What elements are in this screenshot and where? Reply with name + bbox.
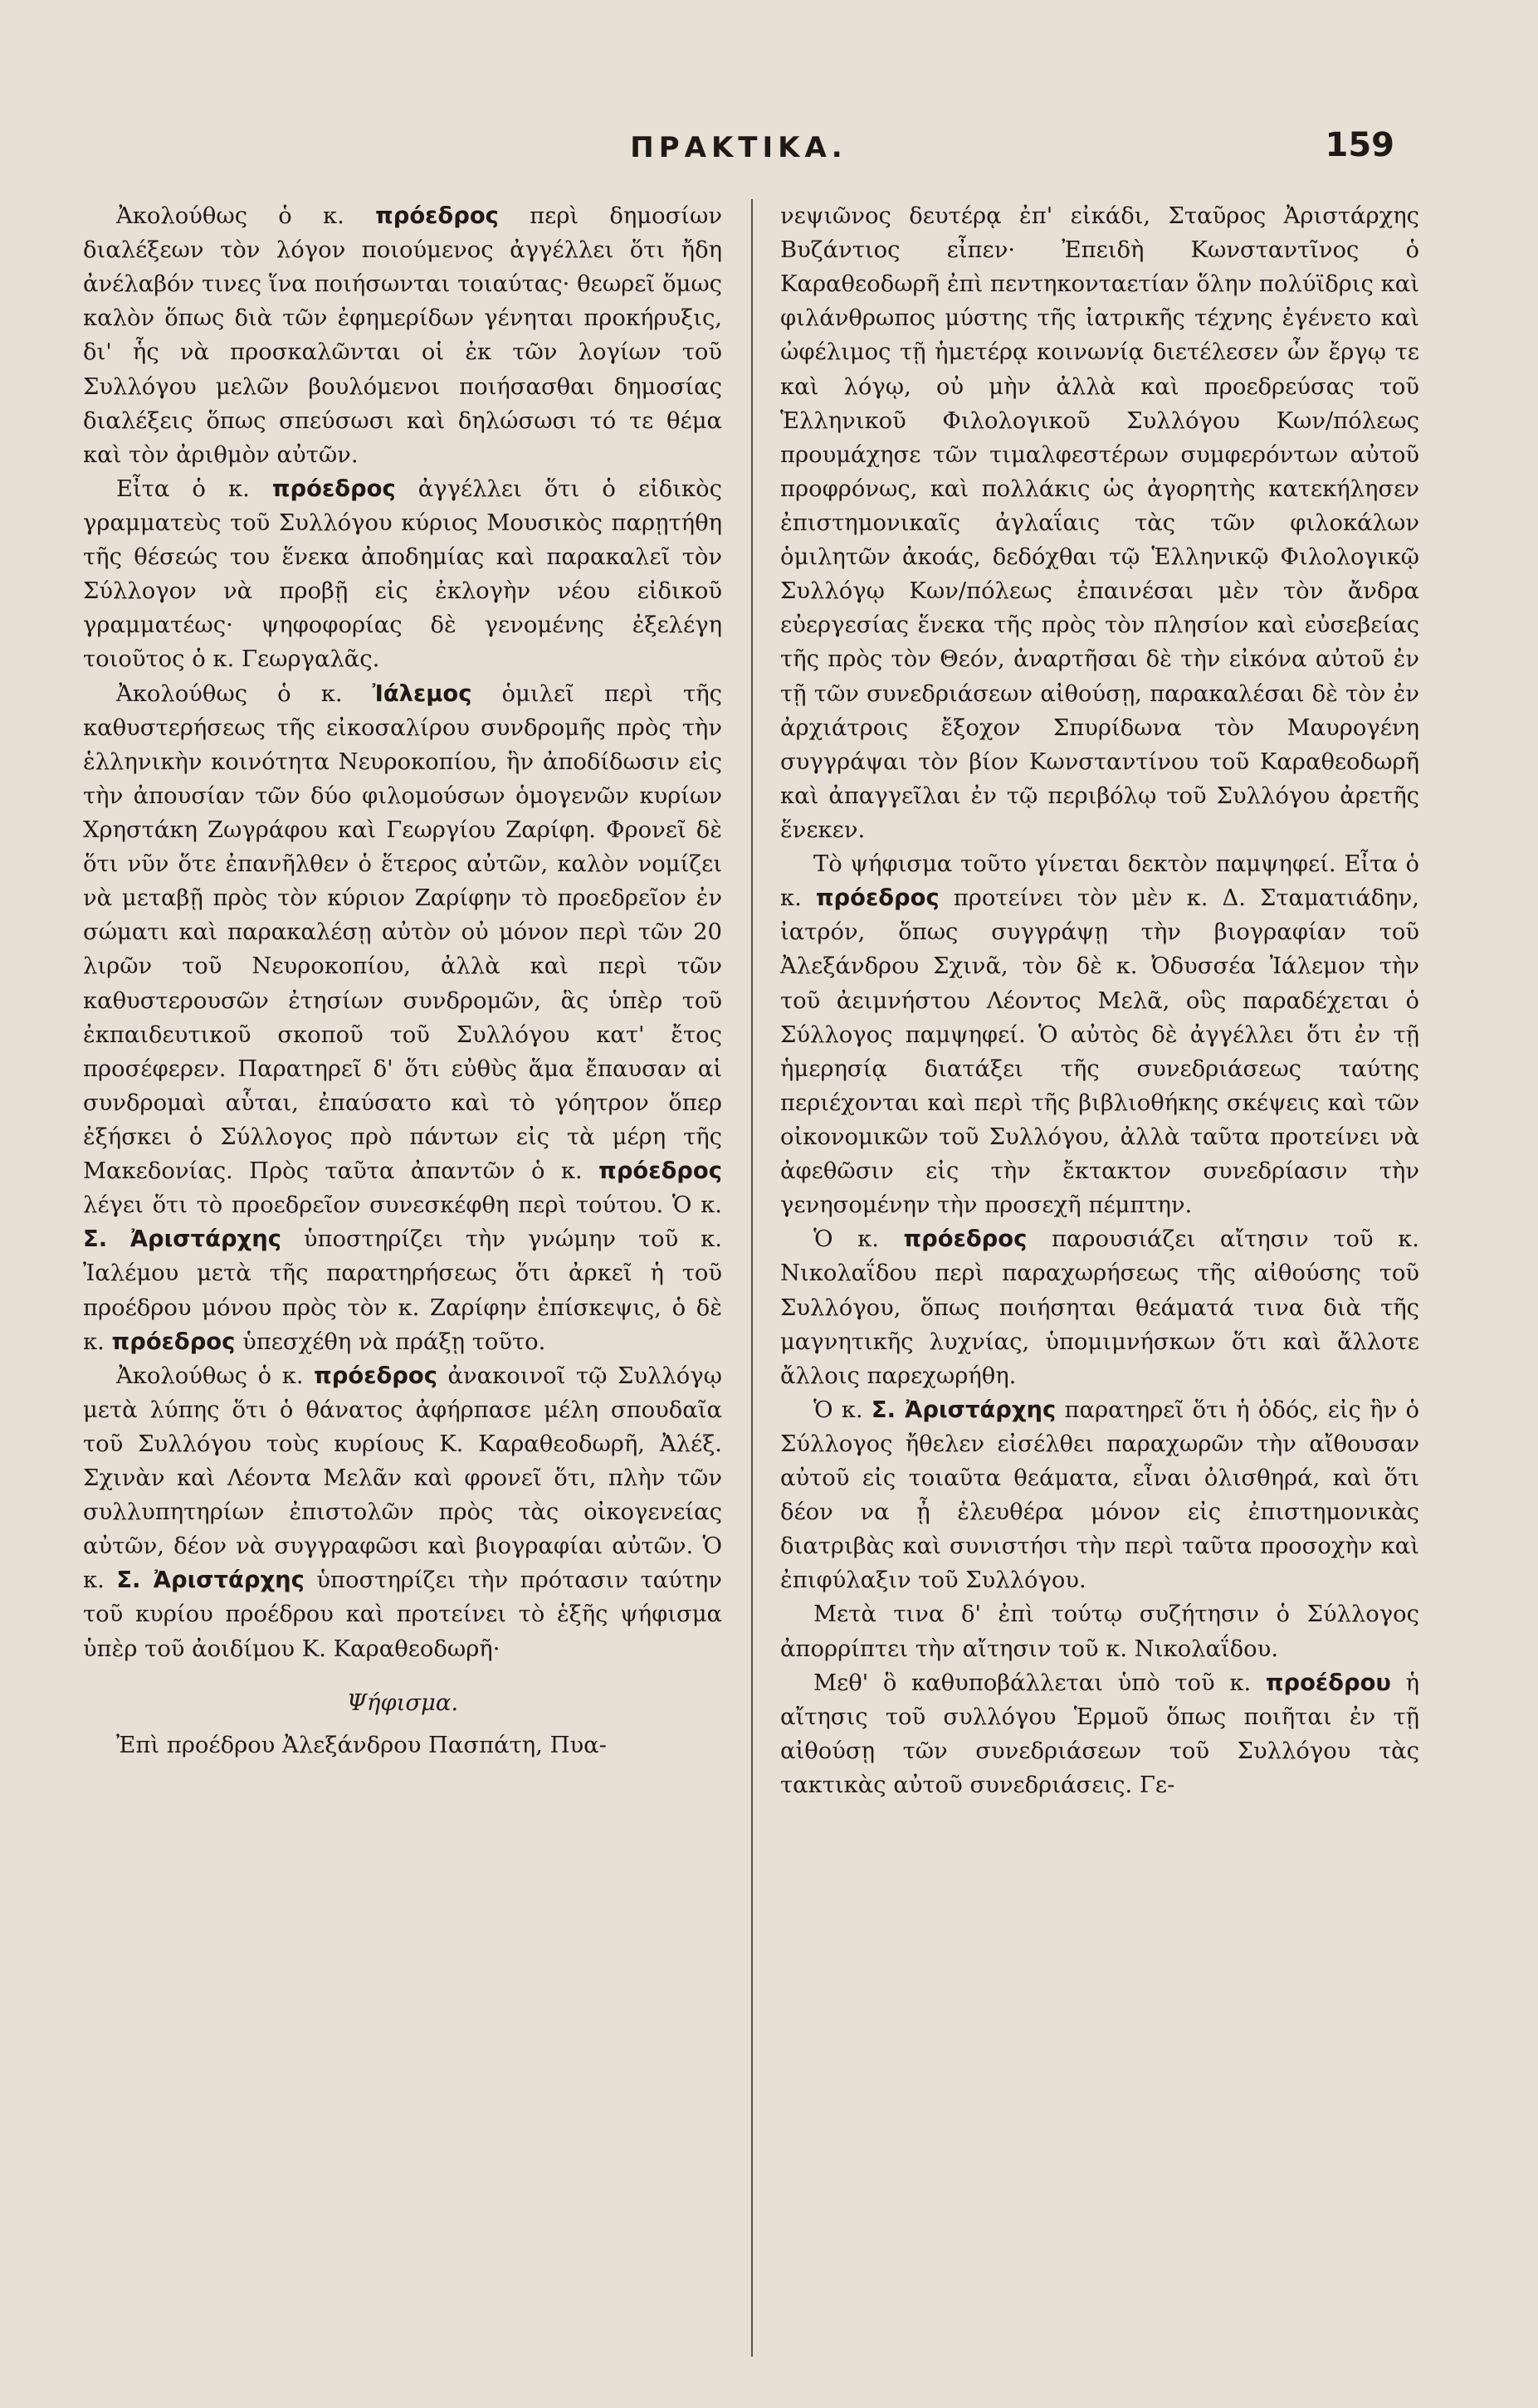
speaker-name: προέδρου <box>1265 1670 1391 1696</box>
speaker-name: Σ. Ἀριστάρχης <box>116 1567 305 1594</box>
paragraph: νεψιῶνος δευτέρᾳ ἐπ' εἰκάδι, Σταῦρος Ἀριστάρχης Βυζάντιος εἶπεν· Ἐπειδὴ Κωνσταντῖνος ὁ Καραθεοδωρῆ ἐπὶ πεντηκονταετίαν ὅλην πολύϊδρις καὶ φιλάνθρωπος μύστης τῆς ἰατρικῆς τέχνης ἐγένετο καὶ ὠφέλιμος τῇ ἡμετέρᾳ κοινωνίᾳ διετέλεσεν ὧν ἔργῳ τε καὶ λόγῳ, οὐ μὴν ἀλλὰ καὶ προεδρεύσας τοῦ Ἑλληνικοῦ Φιλολογικοῦ Συλλόγου Κων/πόλεως προυμάχησε τῶν τιμαλφεστέρων συμφερόντων αὐτοῦ προφρόνως, καὶ πολλάκις ὡς ἀγορητὴς κατεκήλησεν ἐπιστημονικαῖς ἀγλαΐαις τὰς τῶν φιλοκάλων ὁμιλητῶν ἀκοάς, δεδόχθαι τῷ Ἑλληνικῷ Φιλολογικῷ Συλλόγῳ Κων/πόλεως ἐπαινέσαι μὲν τὸν ἄνδρα εὐεργεσίας ἕνεκα τῆς πρὸς τὸν πλησίον καὶ εὐσεβείας τῆς πρὸς τὸν Θεόν, ἀναρτῆσαι δὲ τὴν εἰκόνα αὐτοῦ ἐν τῇ τῶν συνεδριάσεων αἰθούσῃ, παρακαλέσαι δὲ τὸν ἐν ἀρχιάτροις ἔξοχον Σπυρίδωνα τὸν Μαυρογένη συγγράψαι τὸν βίον Κωνσταντίνου τοῦ Καραθεοδωρῆ καὶ ἀπαγγεῖλαι ἐν τῷ περιβόλῳ τοῦ Συλλόγου ἀρετῆς ἕνεκεν. <box>780 203 1419 843</box>
speaker-name: πρόεδρος <box>598 1158 722 1185</box>
paragraph: Ὁ κ. πρόεδρος παρουσιάζει αἴτησιν τοῦ κ. Νικολαΐδου περὶ παραχωρήσεως τῆς αἰθούσης τοῦ Συλλόγου, ὅπως ποιήσηται θεάματά τινα διὰ τῆς μαγνητικῆς λυχνίας, ὑπομιμνήσκων ὅτι καὶ ἄλλοτε ἄλλοις παρεχωρήθη. <box>780 1226 1419 1389</box>
speaker-name: Σ. Ἀριστάρχης <box>83 1226 281 1253</box>
speaker-name: πρόεδρος <box>375 203 499 229</box>
paragraph: Ἀκολούθως ὁ κ. πρόεδρος ἀνακοινοῖ τῷ Συλλόγῳ μετὰ λύπης ὅτι ὁ θάνατος ἀφήρπασε μέλη σπουδαῖα τοῦ Συλλόγου τοὺς κυρίους Κ. Καραθεοδωρῆ, Ἀλέξ. Σχινὰν καὶ Λέοντα Μελᾶν καὶ φρονεῖ ὅτι, πλὴν τῶν συλλυπητηρίων ἐπιστολῶν πρὸς τὰς οἰκογενείας αὐτῶν, δέον νὰ συγγραφῶσι καὶ βιογραφίαι αὐτῶν. Ὁ κ. Σ. Ἀριστάρχης ὑποστηρίζει τὴν πρότασιν ταύτην τοῦ κυρίου προέδρου καὶ προτείνει τὸ ἑξῆς ψήφισμα ὑπὲρ τοῦ ἀοιδίμου Κ. Καραθεοδωρῆ· <box>83 1362 722 1662</box>
running-header <box>83 108 1394 166</box>
speaker-name: πρόεδρος <box>271 475 396 502</box>
paragraph: Ἀκολούθως ὁ κ. πρόεδρος περὶ δημοσίων διαλέξεων τὸν λόγον ποιούμενος ἀγγέλλει ὅτι ἤδη ἀνέλαβόν τινες ἵνα ποιήσωνται τοιαύτας· θεωρεῖ ὅμως καλὸν ὅπως διὰ τῶν ἐφημερίδων γένηται προκήρυξις, δι' ἧς νὰ προσκαλῶνται οἱ ἐκ τῶν λογίων τοῦ Συλλόγου μελῶν βουλόμενοι ποιήσασθαι δημοσίας διαλέξεις ὅπως σπεύσωσι καὶ δηλώσωσι τό τε θέμα καὶ τὸν ἀριθμὸν αὐτῶν. <box>83 203 722 468</box>
paragraph: Μετὰ τινα δ' ἐπὶ τούτῳ συζήτησιν ὁ Σύλλογος ἀπορρίπτει τὴν αἴτησιν τοῦ κ. Νικολαΐδου. <box>780 1601 1419 1662</box>
speaker-name: πρόεδρος <box>815 885 940 912</box>
right-column <box>780 199 1419 1802</box>
speaker-name: πρόεδρος <box>111 1328 236 1355</box>
paragraph: Ἐπὶ προέδρου Ἀλεξάνδρου Πασπάτη, Πυα- <box>116 1732 607 1758</box>
section-heading: Ψήφισμα. <box>346 1689 459 1716</box>
page-title: ΠΡΑΚΤΙΚΑ. <box>630 131 847 164</box>
speaker-name: Σ. Ἀριστάρχης <box>871 1397 1057 1423</box>
speaker-name: πρόεδρος <box>903 1226 1028 1253</box>
paragraph: Ὁ κ. Σ. Ἀριστάρχης παρατηρεῖ ὅτι ἡ ὁδός, εἰς ἣν ὁ Σύλλογος ἤθελεν εἰσέλθει παραχωρῶν τὴν αἴθουσαν αὐτοῦ εἰς τοιαῦτα θεάματα, εἶναι ὀλισθηρά, καὶ ὅτι δέον να ᾖ ἐλευθέρα μόνον εἰς ἐπιστημονικὰς διατριβὰς καὶ συνιστήσι τὴν περὶ ταῦτα προσοχὴν καὶ ἐπιφύλαξιν τοῦ Συλλόγου. <box>780 1397 1419 1594</box>
paragraph: Εἶτα ὁ κ. πρόεδρος ἀγγέλλει ὅτι ὁ εἰδικὸς γραμματεὺς τοῦ Συλλόγου κύριος Μουσικὸς παρῃτήθη τῆς θέσεώς του ἕνεκα ἀποδημίας καὶ παρακαλεῖ τὸν Σύλλογον νὰ προβῇ εἰς ἐκλογὴν νέου εἰδικοῦ γραμματέως· ψηφοφορίας δὲ γενομένης ἐξελέγη τοιοῦτος ὁ κ. Γεωργαλᾶς. <box>83 475 722 673</box>
page-number: 159 <box>1325 126 1394 164</box>
paragraph: Μεθ' ὃ καθυποβάλλεται ὑπὸ τοῦ κ. προέδρου ἡ αἴτησις τοῦ συλλόγου Ἑρμοῦ ὅπως ποιῆται ἐν τῇ αἰθούσῃ τῶν συνεδριάσεων τοῦ Συλλόγου τὰς τακτικὰς αὐτοῦ συνεδριάσεις. Γε- <box>780 1670 1419 1799</box>
speaker-name: Ἰάλεμος <box>372 680 472 707</box>
paragraph: Ἀκολούθως ὁ κ. Ἰάλεμος ὁμιλεῖ περὶ τῆς καθυστερήσεως τῆς εἰκοσαλίρου συνδρομῆς πρὸς τὴν ἑλληνικὴν κοινότητα Νευροκοπίου, ἣν ἀποδίδωσιν εἰς τὴν ἀπουσίαν τῶν δύο φιλομούσων ὁμογενῶν κυρίων Χρηστάκη Ζωγράφου καὶ Γεωργίου Ζαρίφη. Φρονεῖ δὲ ὅτι νῦν ὅτε ἐπανῆλθεν ὁ ἕτερος αὐτῶν, καλὸν νομίζει νὰ μεταβῇ πρὸς τὸν κύριον Ζαρίφην τὸ προεδρεῖον ἐν σώματι καὶ παρακαλέσῃ αὐτὸν οὐ μόνον περὶ τῶν 20 λιρῶν τοῦ Νευροκοπίου, ἀλλὰ καὶ περὶ τῶν καθυστερουσῶν ἐτησίων συνδρομῶν, ἃς ὑπὲρ τοῦ ἐκπαιδευτικοῦ σκοποῦ τοῦ Συλλόγου κατ' ἔτος προσέφερεν. Παρατηρεῖ δ' ὅτι εὐθὺς ἅμα ἔπαυσαν αἱ συνδρομαὶ αὗται, ἐπαύσατο καὶ τὸ γόητρον ὅπερ ἐξήσκει ὁ Σύλλογος πρὸ πάντων εἰς τὰ μέρη τῆς Μακεδονίας. Πρὸς ταῦτα ἀπαντῶν ὁ κ. πρόεδρος λέγει ὅτι τὸ προεδρεῖον συνεσκέφθη περὶ τούτου. Ὁ κ. Σ. Ἀριστάρχης ὑποστηρίζει τὴν γνώμην τοῦ κ. Ἰαλέμου μετὰ τῆς παρατηρήσεως ὅτι ἀρκεῖ ἡ τοῦ προέδρου μόνου πρὸς τὸν κ. Ζαρίφην ἐπίσκεψις, ὁ δὲ κ. πρόεδρος ὑπεσχέθη νὰ πράξῃ τοῦτο. <box>83 680 722 1355</box>
left-column <box>83 199 722 1762</box>
speaker-name: πρόεδρος <box>314 1362 437 1389</box>
paragraph: Τὸ ψήφισμα τοῦτο γίνεται δεκτὸν παμψηφεί. Εἶτα ὁ κ. πρόεδρος προτείνει τὸν μὲν κ. Δ. Σταματιάδην, ἰατρόν, ὅπως συγγράψῃ τὴν βιογραφίαν τοῦ Ἀλεξάνδρου Σχινᾶ, τὸν δὲ κ. Ὀδυσσέα Ἰάλεμον τὴν τοῦ ἀειμνήστου Λέοντος Μελᾶ, οὓς παραδέχεται ὁ Σύλλογος παμψηφεί. Ὁ αὐτὸς δὲ ἀγγέλλει ὅτι ἐν τῇ ἡμερησίᾳ διατάξει τῆς συνεδριάσεως ταύτης περιέχονται καὶ περὶ τῆς βιβλιοθήκης σκέψεις καὶ τῶν οἰκονομικῶν τοῦ Συλλόγου, ἀλλὰ ταῦτα προτείνει νὰ ἀφεθῶσιν εἰς τὴν ἔκτακτον συνεδρίασιν τὴν γενησομένην τὴν προσεχῆ πέμπτην. <box>780 851 1420 1219</box>
column-divider <box>751 199 753 2357</box>
